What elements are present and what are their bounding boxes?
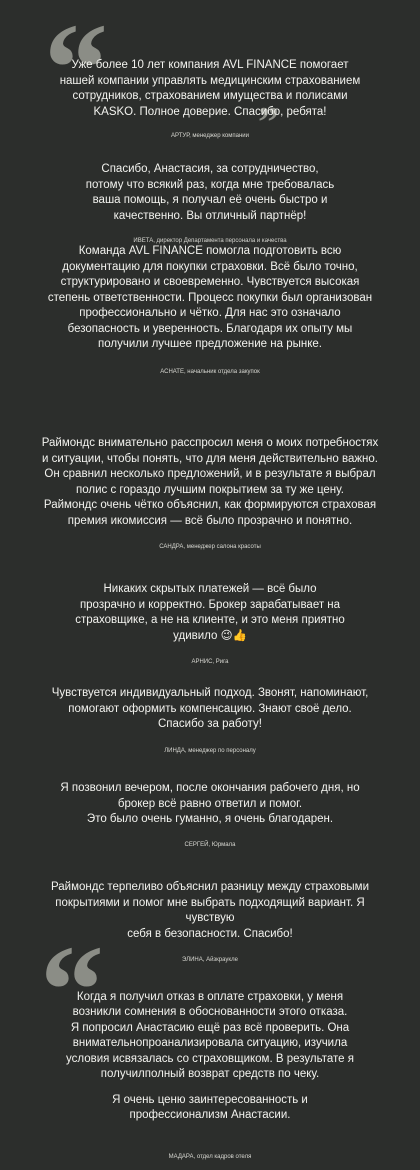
testimonial-text-block bbox=[40, 974, 380, 1139]
testimonial-author: ИВЕТА, директор Департамента персонала и качества bbox=[133, 238, 287, 244]
open-quote-icon: “ bbox=[40, 919, 104, 1061]
testimonial-card bbox=[40, 436, 380, 551]
testimonial-card bbox=[40, 781, 380, 849]
testimonial-card bbox=[40, 974, 380, 1161]
testimonial-author: АСНАТЕ, начальник отдела закупок bbox=[160, 368, 260, 375]
testimonial-text-extra: Я очень ценю заинтересованность и профессионализм Анастасии. bbox=[112, 1093, 308, 1121]
testimonial-card bbox=[40, 880, 380, 964]
testimonial-text: Когда я получил отказ в оплате страховки, у меня возникли сомнения в обоснованности этого отказа. Я попросил Анастасию ещё раз всё проверить. Она внимательнопроанализировала ситуацию, изучила условия исвязалась со страховщиком. В результате я получилполный возврат средств по чеку. bbox=[66, 990, 354, 1080]
testimonial-card bbox=[40, 162, 380, 245]
testimonial-author: АРНИС, Рига bbox=[191, 659, 229, 665]
testimonial-author: САНДРА, менеджер салона красоты bbox=[159, 544, 261, 550]
testimonial-author: СЕРГЕЙ, Юрмала bbox=[184, 841, 236, 848]
testimonial-card bbox=[40, 582, 380, 666]
testimonial-text: Раймондс внимательно расспросил меня о моих потребностях и ситуации, чтобы понять, что для меня действительно важно. Он сравнил несколько предложений, и в результате я выбрал полис с гораздо лучшим покрытием за ту же цену. Раймондс очень чётко объяснил, как формируются страховая премия икомиссия — всё было прозрачно и понятно. bbox=[41, 437, 379, 527]
testimonial-author: АРТУР, менеджер компании bbox=[170, 133, 249, 139]
testimonial-card bbox=[40, 686, 380, 755]
testimonial-text: Спасибо, Анастасия, за сотрудничество, потому что всякий раз, когда мне требовалась ваша помощь, я получал её очень быстро и качественно. Вы отличный партнёр! bbox=[85, 163, 335, 222]
close-quote-icon: ” bbox=[258, 100, 279, 146]
testimonial-card bbox=[40, 244, 380, 376]
testimonial-text: Команда AVL FINANCE помогла подготовить всю документацию для покупки страховки. Всё было точно, структурировано и своевременно. Чувствуется высокая степень ответственности. Процесс покупки был организован профессионально и чётко. Для нас это означало безопасность и уверенность. Благодаря их опыту мы получили лучшее предложение на рынке. bbox=[47, 245, 373, 350]
testimonial-author: МАДАРА, отдел кадров отеля bbox=[168, 1154, 252, 1160]
testimonial-card bbox=[40, 58, 380, 140]
testimonial-author: ЛИНДА, менеджер по персоналу bbox=[164, 747, 256, 754]
testimonial-text: Я позвонил вечером, после окончания рабочего дня, но брокер всё равно ответил и помог. Это было очень гуманно, я очень благодарен. bbox=[60, 782, 360, 825]
testimonial-text: Уже более 10 лет компания AVL FINANCE помогает нашей компании управлять медицинским страхованием сотрудников, страхованием имущества и полисами KASKO. Полное доверие. Спасибо, ребята! bbox=[59, 59, 361, 118]
testimonial-text: Раймондс терпеливо объяснил разницу между страховыми покрытиями и помог мне выбрать подходящий вариант. Я чувствую себя в безопасности. Спасибо! bbox=[50, 881, 370, 940]
testimonial-text: Чувствуется индивидуальный подход. Звонят, напоминают, помогают оформить компенсацию. Знают своё дело. Спасибо за работу! bbox=[51, 687, 369, 730]
open-quote-icon: “ bbox=[44, 0, 108, 139]
testimonial-author: ЭЛИНА, Айзкраукле bbox=[182, 957, 238, 963]
testimonial-text: Никаких скрытых платежей — всё было прозрачно и корректно. Брокер зарабатывает на страховщике, а не на клиенте, и это меня приятно удивило 😉👍 bbox=[75, 583, 345, 642]
